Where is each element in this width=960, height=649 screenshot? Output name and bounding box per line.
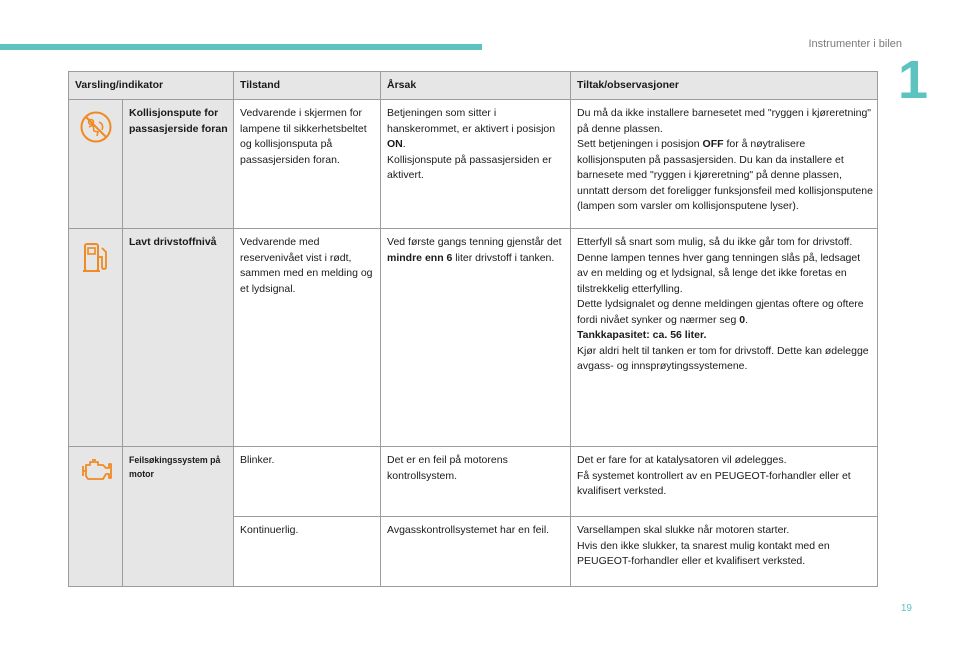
action-text: for å nøytralisere kollisjonsputen på passasjersiden. Du kan da installere et barnesete med "ryggen i kjøreretning" på denne plassen, unntatt dersom det foreligger funksjonsfeil med kollisjonsputene (lampen som varsler om kollisjonsputene lyser). <box>577 138 873 212</box>
cause-text: Betjeningen som sitter i hanskerommet, er aktivert i posisjon <box>387 107 556 135</box>
icon-cell <box>69 447 123 587</box>
cause-bold: ON <box>387 138 403 150</box>
chapter-number: 1 <box>898 50 929 110</box>
airbag-off-icon <box>79 110 113 144</box>
cause-cell <box>381 229 571 447</box>
icon-cell <box>69 229 123 447</box>
action-bold: 0 <box>739 313 746 326</box>
column-header: Varsling/indikator <box>69 72 234 100</box>
state-cell: Vedvarende med reservenivået vist i rødt, sammen med en melding og et lydsignal. <box>234 229 381 447</box>
action-text: Denne lampen tennes hver gang tenningen slås på, ledsaget av en melding og et lydsignal, så lenge det ikke foretas en tilstrekkelig etterfylling. <box>577 251 861 295</box>
indicator-name: Feilsøkingssystem på motor <box>123 447 234 587</box>
column-header: Tiltak/observasjoner <box>571 72 878 100</box>
section-title: Instrumenter i bilen <box>808 38 902 50</box>
cause-text: Ved første gangs tenning gjenstår det <box>387 236 562 248</box>
state-cell: Kontinuerlig. <box>234 517 381 587</box>
cause-text: . <box>402 138 406 150</box>
action-text: Det er fare for at katalysatoren vil ødelegges. <box>577 454 787 466</box>
tank-capacity: Tankkapasitet: ca. 56 liter. <box>577 329 707 341</box>
page-number: 19 <box>900 603 912 614</box>
icon-cell <box>69 100 123 229</box>
state-cell: Vedvarende i skjermen for lampene til sikkerhetsbeltet og kollisjonsputa på passasjersiden foran. <box>234 100 381 229</box>
cause-bold: mindre enn 6 <box>387 251 453 264</box>
cause-cell: Avgasskontrollsystemet har en feil. <box>381 517 571 587</box>
engine-check-icon <box>79 457 113 483</box>
action-cell <box>571 100 878 229</box>
action-cell <box>571 447 878 517</box>
action-text: Varsellampen skal slukke når motoren starter. <box>577 524 790 536</box>
action-text: Etterfyll så snart som mulig, så du ikke går tom for drivstoff. <box>577 236 853 248</box>
action-text: Sett betjeningen i posisjon <box>577 138 703 150</box>
table-row <box>69 447 878 517</box>
warning-lamps-table <box>68 71 878 587</box>
action-cell <box>571 229 878 447</box>
cause-text: Kollisjonspute på passasjersiden er aktivert. <box>387 153 552 181</box>
table-row <box>69 229 878 447</box>
action-bold: OFF <box>702 138 724 150</box>
cause-cell <box>381 100 571 229</box>
state-cell: Blinker. <box>234 447 381 517</box>
action-cell <box>571 517 878 587</box>
action-text: . <box>745 313 749 326</box>
indicator-name: Lavt drivstoffnivå <box>123 229 234 447</box>
column-header: Årsak <box>381 72 571 100</box>
indicator-name: Kollisjonspute for passasjerside foran <box>123 100 234 229</box>
fuel-pump-icon <box>81 241 111 275</box>
action-text: Dette lydsignalet og denne meldingen gjentas oftere og oftere fordi nivået synker og nærmer seg <box>577 298 864 326</box>
action-text: Hvis den ikke slukker, ta snarest mulig kontakt med en PEUGEOT-forhandler eller et kvalifisert verksted. <box>577 539 830 567</box>
action-text: Kjør aldri helt til tanken er tom for drivstoff. Dette kan ødelegge avgass- og innsprøytingssystemene. <box>577 344 869 372</box>
cause-text: liter drivstoff i tanken. <box>452 251 555 264</box>
action-text: Få systemet kontrollert av en PEUGEOT-forhandler eller et kvalifisert verksted. <box>577 469 851 497</box>
table-header-row <box>69 72 878 100</box>
cause-cell: Det er en feil på motorens kontrollsystem. <box>381 447 571 517</box>
table-row <box>69 100 878 229</box>
column-header: Tilstand <box>234 72 381 100</box>
top-accent-bar <box>0 44 482 50</box>
action-text: Du må da ikke installere barnesetet med "ryggen i kjøreretning" på denne plassen. <box>577 107 872 135</box>
